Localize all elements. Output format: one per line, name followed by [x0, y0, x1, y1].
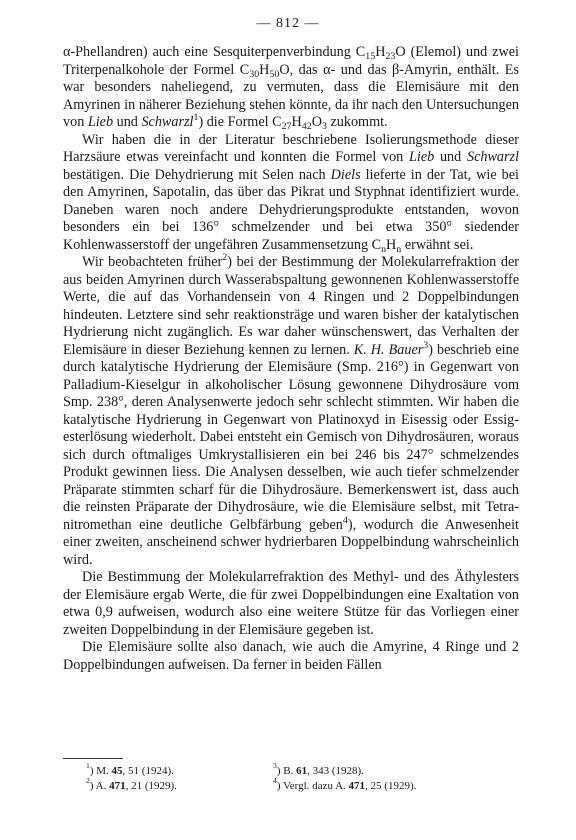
text-run: H — [259, 61, 270, 78]
footnote-journal: M. — [96, 765, 112, 777]
paragraph — [63, 254, 519, 569]
text-run: ), wodurch die Anwesenheit einer zweiten, anscheinend schwer hydrierbaren Doppelbindung wahrscheinlich wird. — [63, 516, 519, 568]
text-run: und — [113, 114, 142, 130]
subscript: 15 — [365, 51, 376, 62]
footnote-journal: A. — [95, 780, 110, 792]
subscript: 50 — [269, 68, 280, 80]
footnote-paren: ) — [276, 780, 284, 792]
footnote — [273, 776, 460, 794]
footnote-row — [86, 761, 526, 779]
text-run: bestätigen. Die Dehydrierung mit Selen nach — [63, 166, 331, 183]
footnote-ref: 1 — [193, 112, 199, 123]
subscript: 3 — [321, 121, 327, 132]
paragraph — [63, 132, 519, 255]
paragraph — [63, 639, 519, 674]
footnote-pages: , 25 (1929). — [365, 780, 417, 792]
text-run: und — [434, 149, 467, 165]
footnote-pages: , 21 (1929). — [125, 780, 177, 792]
text-run: ) beschrieb eine durch katalytische Hydrierung der Elemisäure (Smp. 216°) in Gegenwart von Palladium-Kieselgur in alkoholischer Lösung gewonnene Dihydrosäure vom Smp. 238°, deren Analysenwerte jedoch sehr schlecht stimmten. Wir haben die katalytische Hydrierung in Gegenwart von Platinoxyd in Eisessig oder Essigesterlösung wiederholt. Dabei entsteht ein Gemisch von Dihydrosäuren, woraus sich durch oftmaliges Umkrystallisieren ein bei 246 bis 247° schmelzendes Produkt gewinnen liess. Die Analysen desselben, wie auch tiefer schmelzender Präparate stimmten scharf für die Dihydrosäure. Bemerkenswert ist, dass auch die reinsten Präparate der Dihydrosäure, wie die Elemisäure selbst, mit Tetranitromethan eine deutliche Gelbfärbung geben — [63, 341, 519, 533]
text-run: Die Elemisäure sollte also danach, wie auch die Amyrine, 4 Ringe und 2 Doppelbindungen aufweisen. Da ferner in beiden Fällen — [63, 639, 519, 673]
text-run: H — [291, 114, 302, 130]
footnote — [86, 761, 273, 779]
text-run: zukommt. — [326, 114, 388, 130]
footnote-ref: 3 — [423, 339, 429, 351]
subscript: 23 — [385, 51, 396, 62]
author-name: Lieb — [87, 114, 114, 130]
footnote-paren: ) — [276, 765, 284, 777]
footnote-pages: , 343 (1928). — [307, 765, 364, 777]
text-run: O (Elemol) und zwei Triterpenalkohole der Formel C — [63, 44, 519, 78]
author-name: Schwarzl — [466, 149, 519, 165]
footnotes — [86, 761, 526, 794]
text-run: H — [375, 44, 386, 60]
footnote-paren: ) — [89, 780, 96, 792]
subscript: 42 — [301, 121, 312, 132]
text-run: ) die Formel C — [198, 114, 282, 130]
footnote-separator — [63, 758, 123, 759]
footnote-ref: 2 — [222, 252, 228, 263]
text-run: ) bei der Bestimmung der Molekularrefraktion der aus beiden Amyrinen durch Wasserabspaltung gewonnenen Kohlenwasserstoffe Werte, die auf das Vorhandensein von 4 Ringen und 2 Doppelbindungen hindeuten. Letztere sind sehr reaktionsträge und waren bisher der katalytischen Hydrierung nicht zugänglich. Es war daher wünschenswert, das Verhalten der Elemisäure in dieser Beziehung kennen zu lernen. — [63, 254, 519, 358]
author-name: K. H. Bauer — [353, 341, 424, 358]
footnote-volume: 61 — [296, 765, 308, 777]
author-name: Diels — [330, 166, 361, 183]
footnote-mark: 3 — [273, 761, 277, 770]
text-run: Die Bestimmung der Molekularrefraktion des Methyl- und des Äthylesters der Elemisäure ergab Werte, die für zwei Doppelbindungen eine Exaltation von etwa 0,9 aufweisen, wodurch also eine weitere Stütze für das Vorliegen einer zweiten Doppelbindung in der Elemisäure gegeben ist. — [63, 569, 519, 638]
footnote-volume: 471 — [109, 780, 126, 792]
footnote-volume: 471 — [348, 780, 366, 792]
footnote-paren: ) — [89, 765, 97, 777]
paragraph — [63, 44, 519, 132]
footnote-journal: B. — [283, 765, 297, 777]
text-run: erwähnt sei. — [401, 236, 474, 253]
footnote-pages: , 51 (1924). — [122, 765, 174, 777]
text-run: O, das α- und das β-Amyrin, enthält. Es war besonders naheliegend, zu vermuten, dass die Elemisäure mit den Amyrinen in näherer Beziehung stehen könnte, da ihr nach den Untersuchungen von — [63, 61, 519, 130]
text-run: lieferte in der Tat, wie bei den Amyrinen, Sapotalin, das über das Pikrat und Styphnat identifiziert wurde. Daneben waren noch andere Dehydrierungsprodukte entstanden, wovon besonders ein bei 136° schmelzender und bei etwa 350° siedender Kohlenwasserstoff der ungefähren Zusammensetzung C — [63, 166, 519, 253]
subscript: n — [381, 243, 387, 255]
footnote-ref: 4 — [342, 514, 348, 526]
page-number: — 812 — — [256, 16, 320, 31]
author-name: Schwarzl — [141, 114, 194, 130]
body-text — [63, 44, 519, 674]
author-name: Lieb — [409, 149, 435, 165]
footnote — [86, 776, 273, 794]
text-run: H — [386, 236, 397, 253]
footnote-row — [86, 776, 526, 794]
text-run: α-Phellandren) auch eine Sesquiterpenverbindung C — [63, 44, 366, 60]
text-run: O — [311, 114, 322, 130]
footnote — [273, 761, 460, 779]
footnote-mark: 1 — [86, 761, 90, 770]
text-run: Wir haben die in der Literatur beschriebene Isolierungsmethode dieser Harzsäure etwas vereinfacht und konnten die Formel von — [63, 131, 519, 165]
subscript: 30 — [249, 68, 260, 80]
footnote-mark: 4 — [273, 776, 277, 785]
subscript: 27 — [281, 121, 292, 132]
subscript: n — [396, 243, 402, 255]
footnote-volume: 45 — [111, 765, 123, 777]
paragraph — [63, 569, 519, 639]
text-run: Wir beobachteten früher — [82, 254, 223, 270]
footnote-journal: Vergl. dazu A. — [283, 780, 349, 792]
footnote-mark: 2 — [86, 776, 90, 785]
